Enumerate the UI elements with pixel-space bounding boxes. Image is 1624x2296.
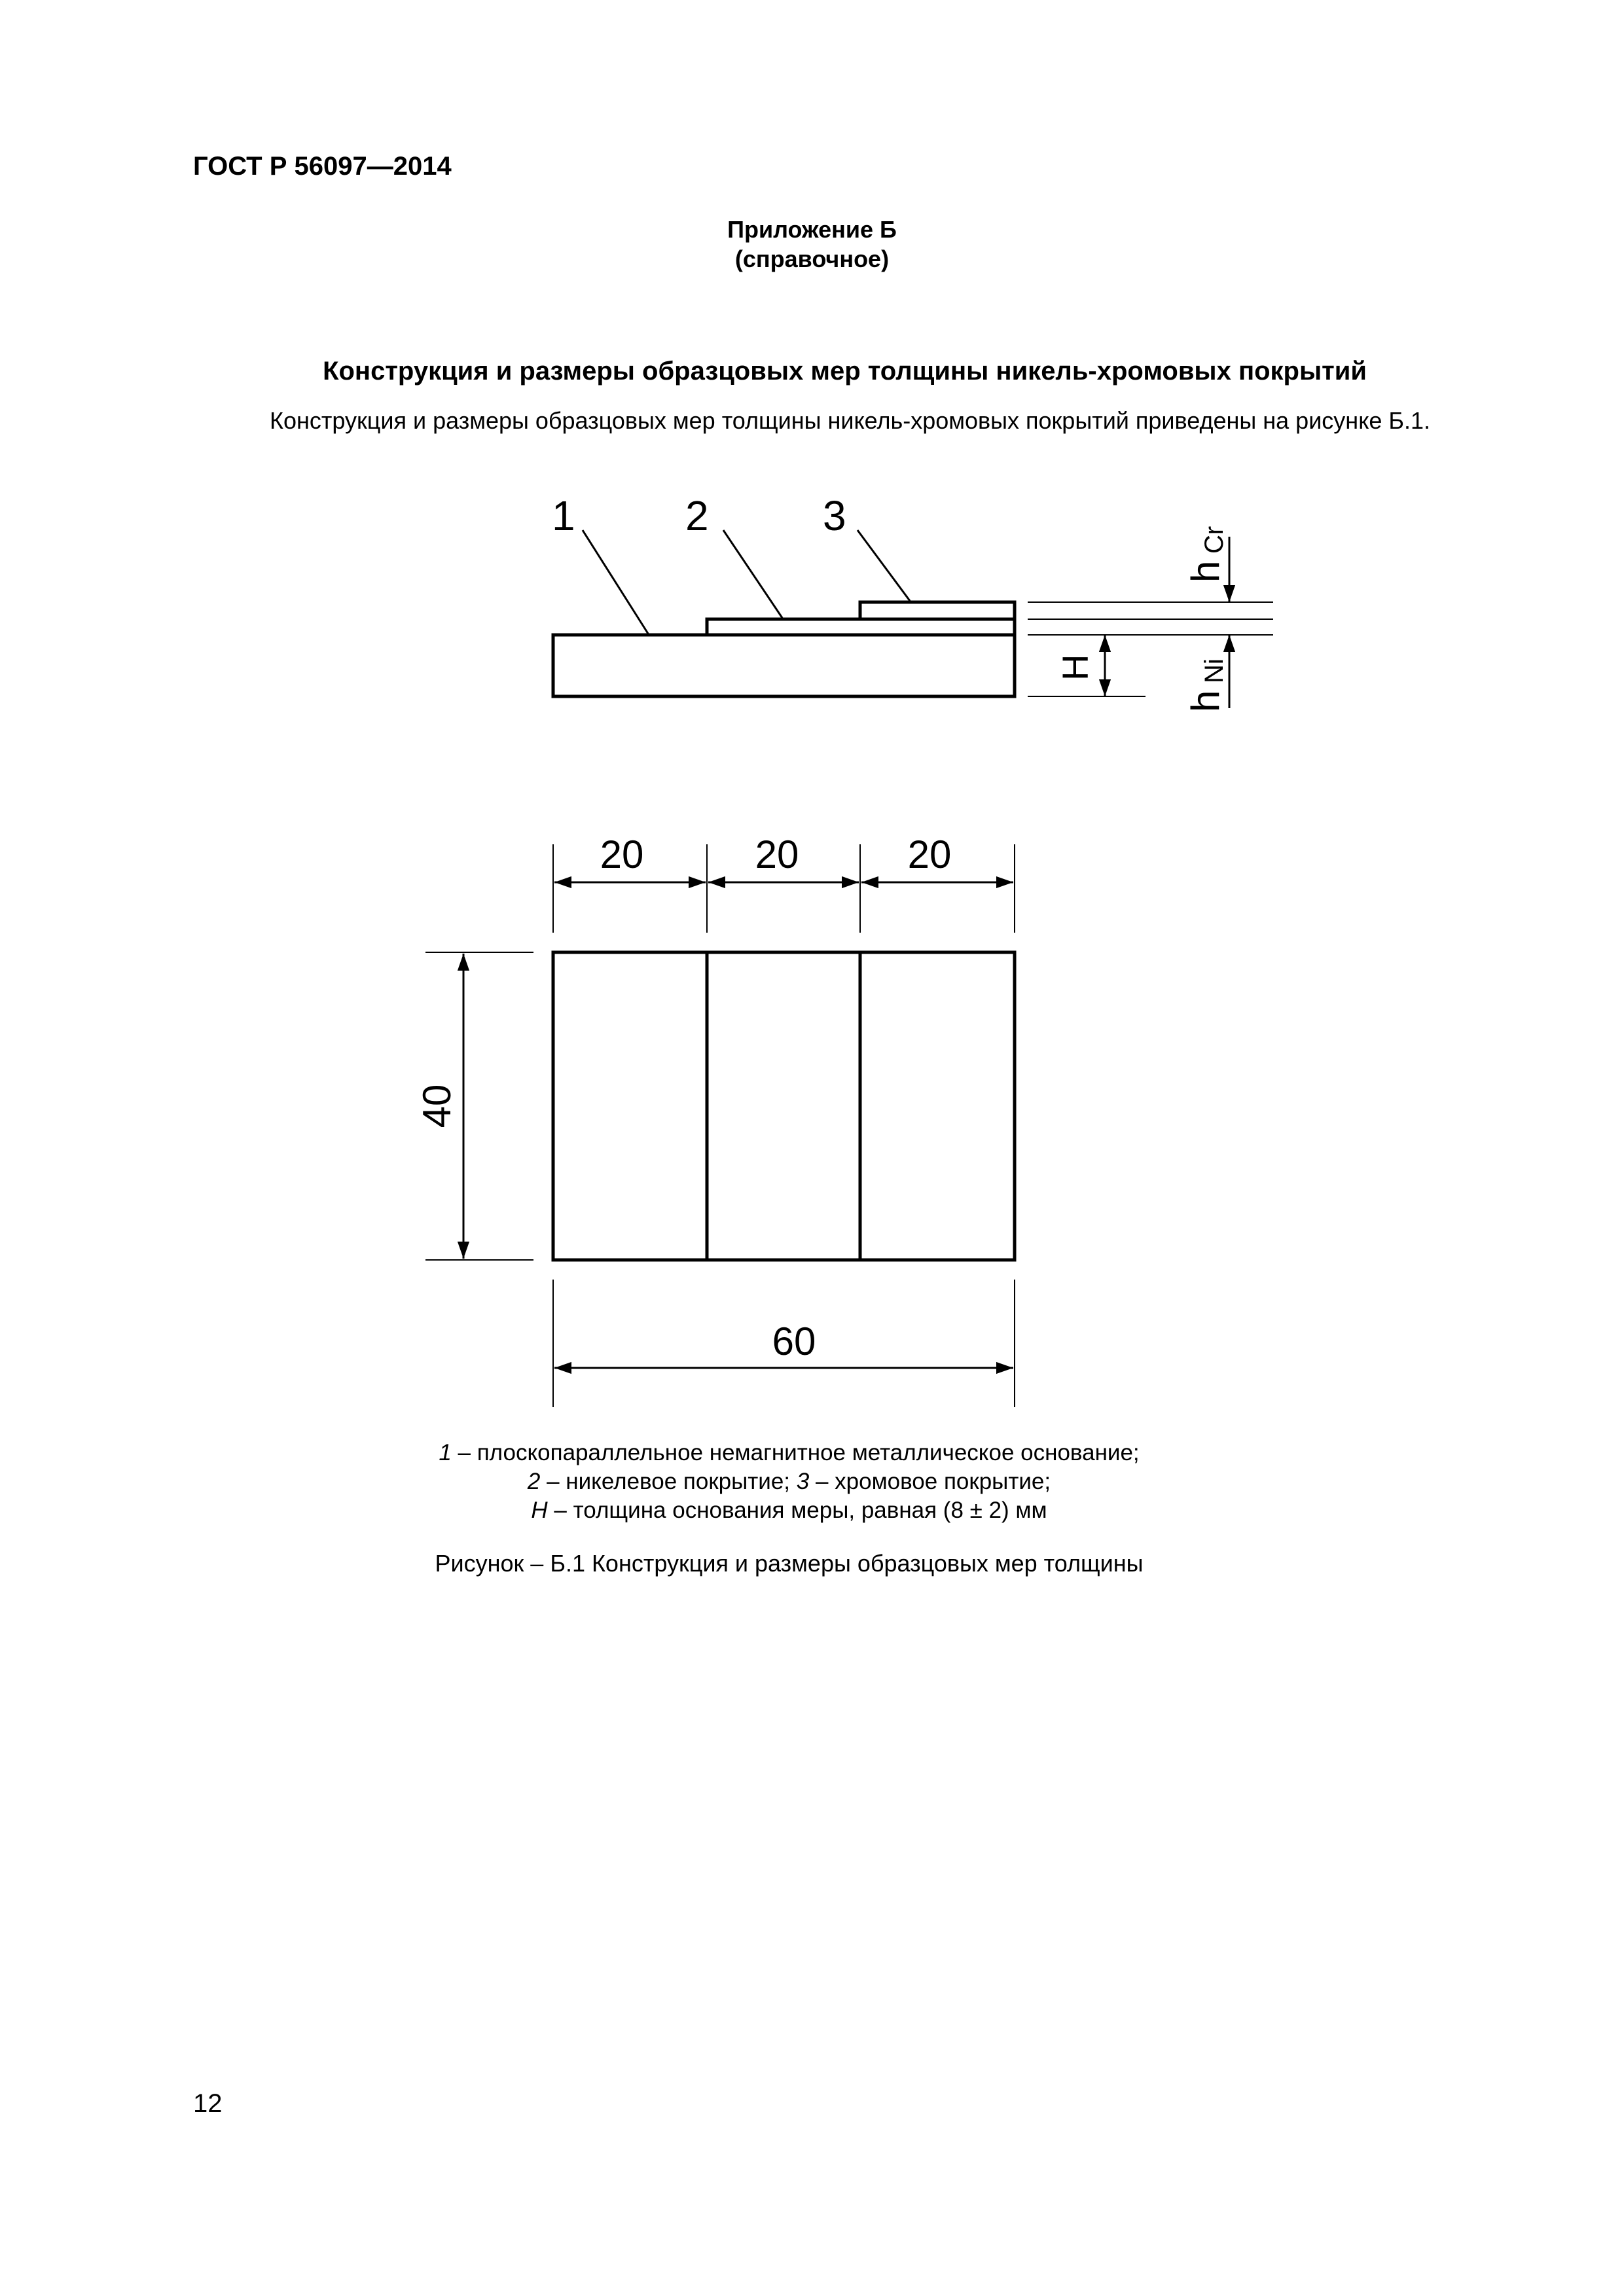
chromium-layer-side: [860, 602, 1015, 619]
figure-caption: Рисунок – Б.1 Конструкция и размеры образцовых мер толщины: [435, 1550, 1144, 1577]
leader-line-2: [723, 530, 782, 618]
label-ni-subscript: Ni: [1200, 658, 1229, 683]
base-plate-side: [553, 635, 1015, 696]
label-h-cr: h: [1183, 560, 1227, 583]
appendix-title: Приложение Б: [727, 216, 897, 243]
legend-text-2: – никелевое покрытие;: [540, 1469, 797, 1494]
legend-number-3: 3: [796, 1469, 810, 1494]
legend-symbol-H: H: [531, 1498, 548, 1523]
plate-top-view: [553, 952, 1015, 1260]
page-number: 12: [193, 2089, 223, 2118]
label-h-ni: h: [1183, 690, 1227, 712]
dim-label-20-c: 20: [907, 833, 952, 876]
section-title: Конструкция и размеры образцовых мер толщины никель-хромовых покрытий: [323, 357, 1367, 386]
label-1: 1: [552, 492, 575, 539]
legend-text-3: – хромовое покрытие;: [809, 1469, 1051, 1494]
section-intro: Конструкция и размеры образцовых мер толщины никель-хромовых покрытий приведены на рисунке Б.1.: [270, 407, 1431, 434]
legend-number-1: 1: [439, 1440, 452, 1465]
dim-label-60: 60: [772, 1319, 816, 1363]
label-3: 3: [823, 492, 846, 539]
label-2: 2: [685, 492, 709, 539]
dim-label-20-a: 20: [600, 833, 644, 876]
legend-line-3: [0, 1496, 1578, 1525]
dim-label-40: 40: [415, 1084, 459, 1128]
legend-line-2: [0, 1467, 1578, 1496]
label-H: H: [1055, 654, 1096, 681]
leader-line-1: [583, 530, 648, 634]
standard-header: ГОСТ Р 56097—2014: [193, 152, 452, 181]
legend-text-H: – толщина основания меры, равная (8 ± 2) мм: [547, 1498, 1047, 1523]
appendix-type: (справочное): [734, 245, 890, 272]
legend-text-1: – плоскопараллельное немагнитное металлическое основание;: [451, 1440, 1140, 1465]
legend-number-2: 2: [527, 1469, 541, 1494]
label-cr-subscript: Cr: [1200, 526, 1229, 554]
top-view: [425, 844, 1015, 1407]
leader-line-3: [857, 530, 910, 601]
dim-label-20-b: 20: [755, 833, 799, 876]
side-view: [553, 530, 1273, 708]
nickel-layer-side: [707, 619, 1015, 635]
legend-line-1: [0, 1439, 1578, 1467]
